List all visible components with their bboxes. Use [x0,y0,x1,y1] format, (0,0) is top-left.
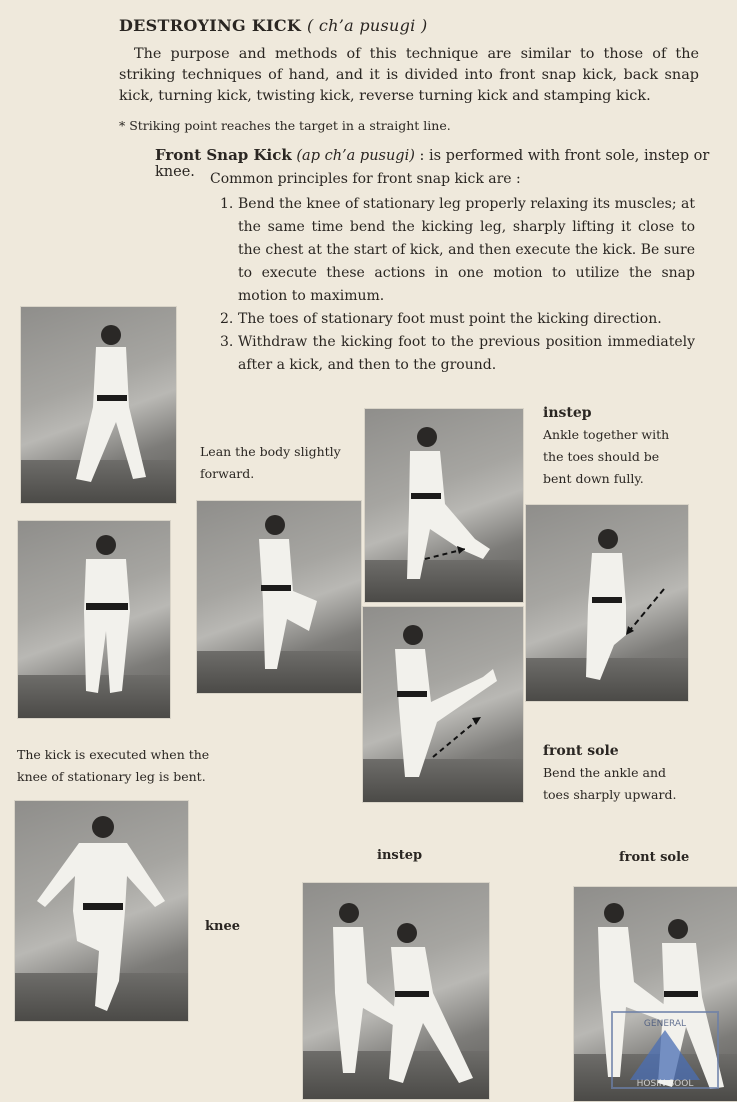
front-snap-kick-romanization: (ap ch’a pusugi) [296,148,415,164]
photo-instep-detail [525,504,689,702]
principle-item: 1. Bend the knee of stationary leg properly relaxing its muscles; at the same time bend the kicking leg, sharply lifting it close to the chest at the start of kick, and then execute the kick. Be sure to execute these actions in one motion to utilize the snap motion to maximum. [220,196,695,304]
front-snap-kick-desc: : is performed with front sole, instep or knee. [155,148,710,180]
photo-instep-partner [302,882,490,1100]
photo-instep-kick [364,408,524,603]
caption-lean: Lean the body slightly forward. [200,444,341,481]
common-principles-label: Common principles for front snap kick are : [210,171,521,187]
photo-ready-stance [20,306,177,504]
photo-guard-stance [17,520,171,719]
svg-text:HOSIN SOOL: HOSIN SOOL [636,1079,694,1089]
caption-front-sole: front sole Bend the ankle and toes sharply upward. [543,740,676,806]
svg-text:GENERAL: GENERAL [643,1019,687,1029]
watermark-logo [610,1010,720,1090]
caption-instep-title: instep [543,405,592,421]
caption-instep: instep Ankle together with the toes should be bent down fully. [543,402,669,490]
intro-paragraph: The purpose and methods of this technique are similar to those of the striking techniques of hand, and it is divided into front snap kick, back snap kick, turning kick, twisting kick, reverse turning kick and stamping kick. [119,46,699,104]
section-title: DESTROYING KICK ( ch’a pusugi ) [119,16,428,35]
front-snap-kick-name: Front Snap Kick [155,146,292,164]
caption-bottom-front-sole: front sole [619,850,690,865]
principle-item: 3. Withdraw the kicking foot to the previous position immediately after a kick, and then to the ground. [220,334,695,373]
principle-item: 2. The toes of stationary foot must point the kicking direction. [220,311,662,327]
note: * Striking point reaches the target in a straight line. [119,118,451,133]
caption-kick-executed: The kick is executed when the knee of stationary leg is bent. [17,747,210,784]
principles-list [220,193,695,377]
caption-front-sole-title: front sole [543,743,619,759]
photo-knee-raise [196,500,362,694]
photo-knee-strike [14,800,189,1022]
photo-front-sole-kick [362,606,524,803]
caption-knee: knee [205,919,241,934]
caption-bottom-instep: instep [377,848,423,863]
